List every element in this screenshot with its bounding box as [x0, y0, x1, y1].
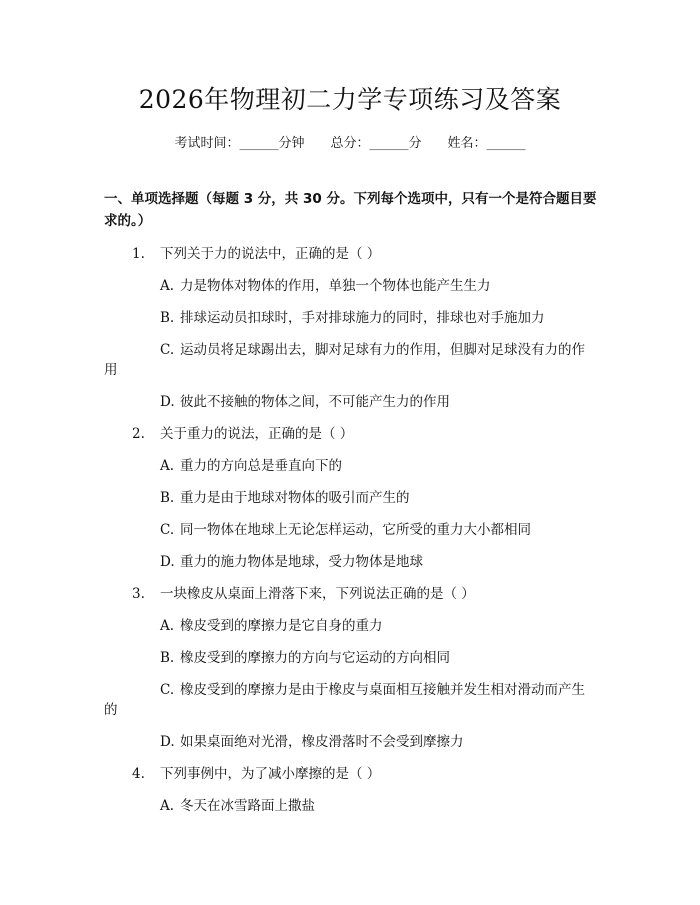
- option-4a: [160, 796, 600, 816]
- question-stem: 关于重力的说法，正确的是（ ）: [160, 426, 354, 442]
- question-4: [132, 764, 602, 784]
- option-label: A.: [160, 618, 175, 634]
- section-heading: 一、单项选择题（每题 3 分，共 30 分。下列每个选项中，只有一个是符合题目要求的。）: [104, 191, 597, 229]
- option-label: C.: [160, 342, 175, 358]
- option-3c-wrap: 的: [104, 702, 118, 718]
- option-3c: [160, 680, 600, 700]
- option-label: D.: [160, 734, 175, 750]
- question-number: 1.: [132, 246, 145, 262]
- option-1a: [160, 276, 600, 296]
- option-label: A.: [160, 278, 175, 294]
- option-3a: [160, 616, 600, 636]
- option-1d: [160, 392, 600, 412]
- option-text: 冬天在冰雪路面上撒盐: [180, 798, 315, 814]
- question-3: [132, 584, 602, 604]
- question-2: [132, 424, 602, 444]
- option-2c: [160, 520, 600, 540]
- total-score-label: 总分：______分: [330, 136, 422, 151]
- question-number: 4.: [132, 766, 145, 782]
- option-text: 重力的施力物体是地球，受力物体是地球: [180, 554, 423, 570]
- question-stem: 一块橡皮从桌面上滑落下来，下列说法正确的是（ ）: [160, 586, 475, 602]
- document-title: 2026年物理初二力学专项练习及答案: [138, 85, 562, 114]
- exam-meta: [0, 132, 700, 151]
- student-name-label: 姓名：______: [447, 136, 526, 151]
- option-3d: [160, 732, 600, 752]
- option-text: 重力的方向总是垂直向下的: [180, 458, 342, 474]
- option-text: 如果桌面绝对光滑，橡皮滑落时不会受到摩擦力: [180, 734, 464, 750]
- option-label: D.: [160, 394, 175, 410]
- option-label: A.: [160, 458, 175, 474]
- option-2a: [160, 456, 600, 476]
- question-1: [132, 244, 602, 264]
- option-3b: [160, 648, 600, 668]
- option-2d: [160, 552, 600, 572]
- option-label: C.: [160, 522, 175, 538]
- option-1b: [160, 308, 600, 328]
- question-stem: 下列关于力的说法中，正确的是（ ）: [160, 246, 381, 262]
- question-number: 3.: [132, 586, 145, 602]
- option-label: D.: [160, 554, 175, 570]
- option-1c: [160, 340, 600, 360]
- option-2b: [160, 488, 600, 508]
- option-label: B.: [160, 490, 175, 506]
- option-text: 彼此不接触的物体之间，不可能产生力的作用: [180, 394, 450, 410]
- option-text: 橡皮受到的摩擦力的方向与它运动的方向相同: [180, 650, 450, 666]
- option-text: 橡皮受到的摩擦力是由于橡皮与桌面相互接触并发生相对滑动而产生: [180, 682, 585, 698]
- option-1c-wrap: 用: [104, 362, 118, 378]
- option-text: 重力是由于地球对物体的吸引而产生的: [180, 490, 410, 506]
- option-text: 力是物体对物体的作用，单独一个物体也能产生生力: [180, 278, 491, 294]
- question-stem: 下列事例中，为了减小摩擦的是（ ）: [160, 766, 381, 782]
- option-text: 排球运动员扣球时，手对排球施力的同时，排球也对手施加力: [180, 310, 545, 326]
- question-number: 2.: [132, 426, 145, 442]
- option-text: 同一物体在地球上无论怎样运动，它所受的重力大小都相同: [180, 522, 531, 538]
- option-label: B.: [160, 650, 175, 666]
- exam-time-label: 考试时间：______分钟: [174, 136, 305, 151]
- option-text: 运动员将足球踢出去，脚对足球有力的作用，但脚对足球没有力的作: [180, 342, 585, 358]
- option-label: A.: [160, 798, 175, 814]
- option-label: C.: [160, 682, 175, 698]
- option-label: B.: [160, 310, 175, 326]
- option-text: 橡皮受到的摩擦力是它自身的重力: [180, 618, 383, 634]
